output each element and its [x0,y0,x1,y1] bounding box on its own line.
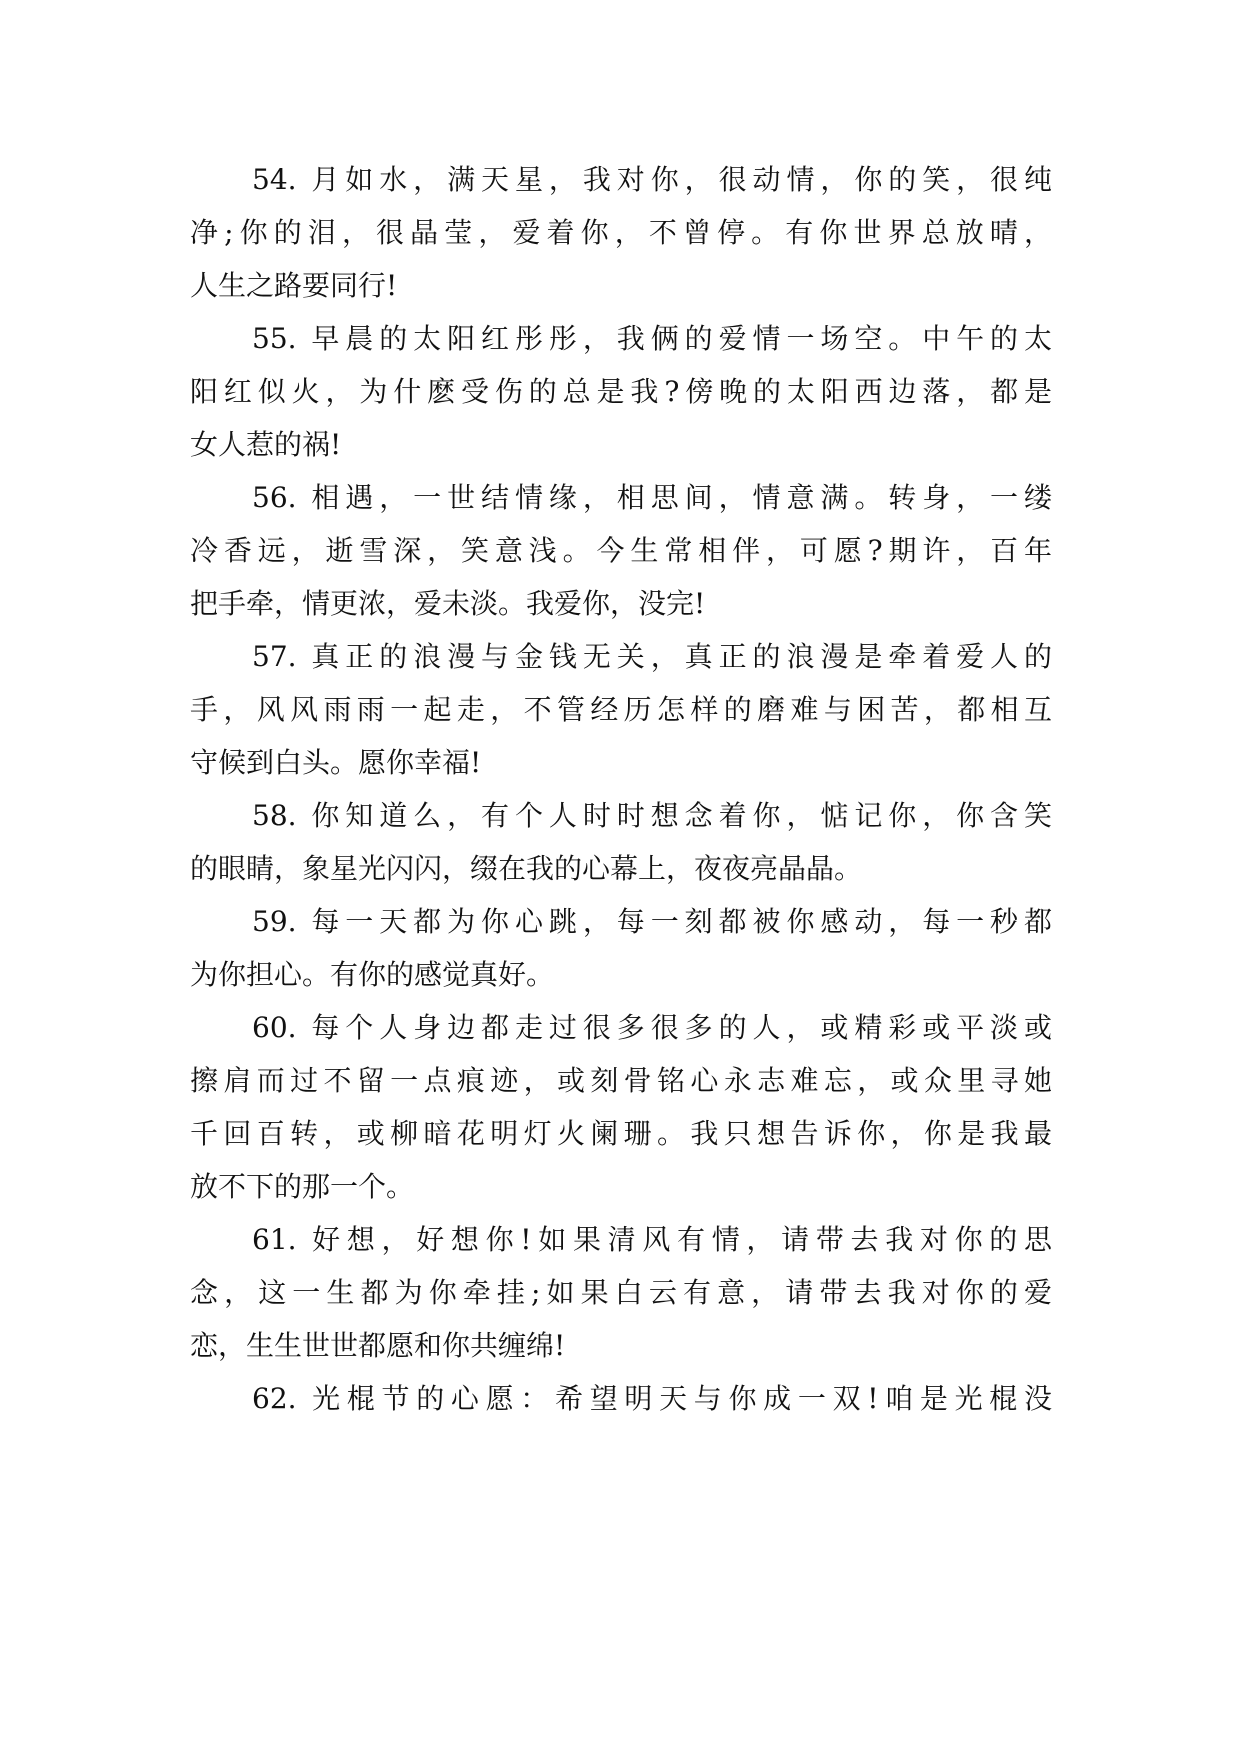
paragraph-58-line-2: 的眼睛，象星光闪闪，缀在我的心幕上，夜夜亮晶晶。 [190,852,863,885]
paragraph-60-line-3: 千回百转，或柳暗花明灯火阑珊。我只想告诉你，你是我最 [190,1117,1052,1150]
paragraph-61-line-1: 61. 好想，好想你!如果清风有情，请带去我对你的思 [252,1223,1052,1256]
paragraph-56-line-2: 冷香远，逝雪深，笑意浅。今生常相伴，可愿?期许，百年 [190,534,1052,567]
paragraph-54-line-1: 54. 月如水，满天星，我对你，很动情，你的笑，很纯 [252,163,1052,196]
paragraph-55-line-2: 阳红似火，为什麽受伤的总是我?傍晚的太阳西边落，都是 [190,375,1052,408]
paragraph-61-line-2: 念，这一生都为你牵挂;如果白云有意，请带去我对你的爱 [190,1276,1052,1309]
paragraph-59-line-2: 为你担心。有你的感觉真好。 [190,958,555,991]
paragraph-57-line-3: 守候到白头。愿你幸福! [190,746,482,779]
paragraph-61-line-3: 恋，生生世世都愿和你共缠绵! [190,1329,566,1362]
paragraph-54-line-2: 净;你的泪，很晶莹，爱着你，不曾停。有你世界总放晴， [190,216,1052,249]
paragraph-59-line-1: 59. 每一天都为你心跳，每一刻都被你感动，每一秒都 [252,905,1052,938]
paragraph-55-line-3: 女人惹的祸! [190,428,342,461]
paragraph-60-line-1: 60. 每个人身边都走过很多很多的人，或精彩或平淡或 [252,1011,1052,1044]
paragraph-58-line-1: 58. 你知道么，有个人时时想念着你，惦记你，你含笑 [252,799,1052,832]
paragraph-56-line-3: 把手牵，情更浓，爱未淡。我爱你，没完! [190,587,706,620]
paragraph-56-line-1: 56. 相遇，一世结情缘，相思间，情意满。转身，一缕 [252,481,1052,514]
paragraph-60-line-2: 擦肩而过不留一点痕迹，或刻骨铭心永志难忘，或众里寻她 [190,1064,1052,1097]
paragraph-57-line-2: 手，风风雨雨一起走，不管经历怎样的磨难与困苦，都相互 [190,693,1052,726]
paragraph-62-line-1: 62. 光棍节的心愿：希望明天与你成一双!咱是光棍没 [252,1382,1052,1415]
paragraph-57-line-1: 57. 真正的浪漫与金钱无关，真正的浪漫是牵着爱人的 [252,640,1052,673]
paragraph-60-line-4: 放不下的那一个。 [190,1170,415,1203]
paragraph-55-line-1: 55. 早晨的太阳红彤彤，我俩的爱情一场空。中午的太 [252,322,1052,355]
paragraph-54-line-3: 人生之路要同行! [190,269,398,302]
